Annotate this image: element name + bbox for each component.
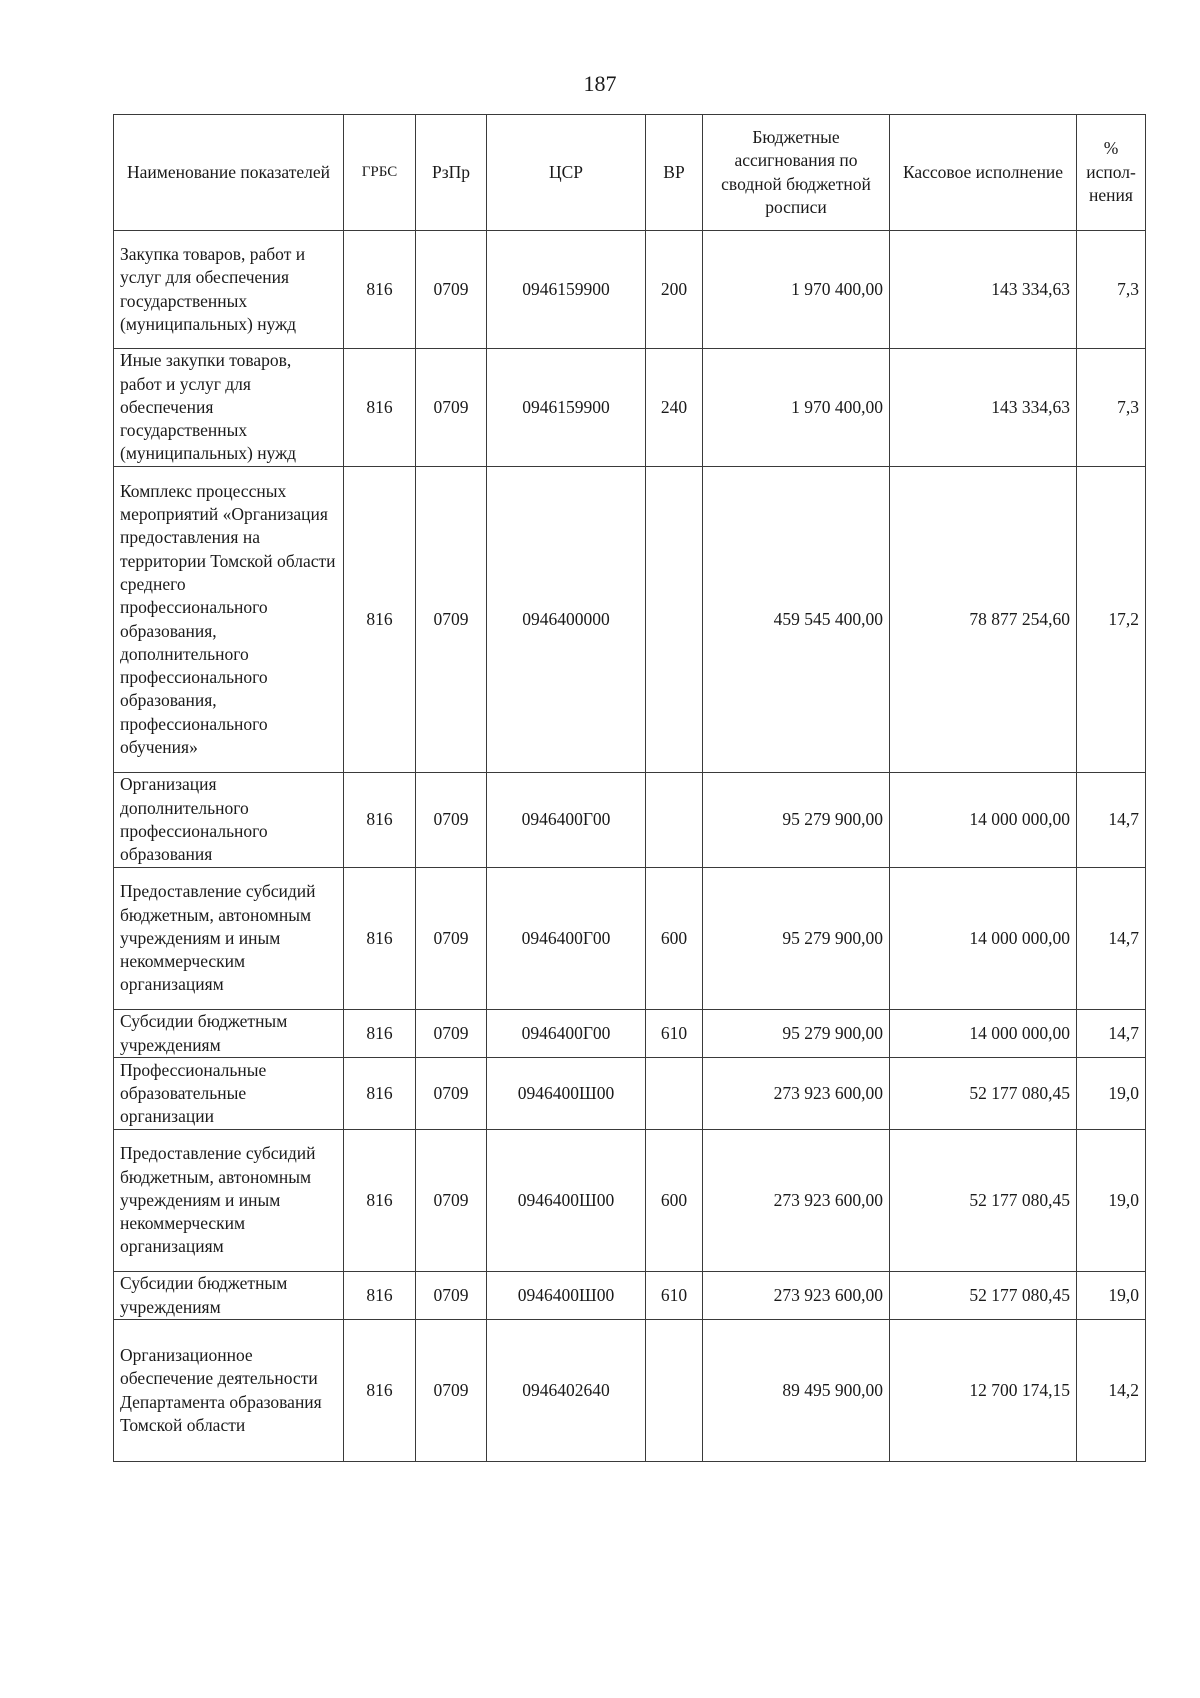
row-grbs: 816 bbox=[344, 1010, 416, 1058]
table-row bbox=[114, 1130, 1146, 1272]
row-csr: 0946400000 bbox=[487, 467, 646, 773]
page-number: 187 bbox=[583, 71, 617, 96]
row-vr bbox=[646, 467, 703, 773]
row-name: Закупка товаров, работ и услуг для обеспечения государственных (муниципальных) нужд bbox=[114, 231, 344, 349]
row-rzpr: 0709 bbox=[416, 773, 487, 868]
row-vr bbox=[646, 773, 703, 868]
table-row bbox=[114, 868, 1146, 1010]
row-grbs: 816 bbox=[344, 1058, 416, 1130]
row-csr: 0946159900 bbox=[487, 349, 646, 467]
header-percent-execution: % испол-нения bbox=[1077, 115, 1146, 231]
row-cash: 12 700 174,15 bbox=[890, 1320, 1077, 1462]
row-assignments: 459 545 400,00 bbox=[703, 467, 890, 773]
row-rzpr: 0709 bbox=[416, 231, 487, 349]
row-percent: 7,3 bbox=[1077, 349, 1146, 467]
row-csr: 0946402640 bbox=[487, 1320, 646, 1462]
row-assignments: 273 923 600,00 bbox=[703, 1272, 890, 1320]
table-row bbox=[114, 231, 1146, 349]
row-vr: 600 bbox=[646, 1130, 703, 1272]
row-vr bbox=[646, 1058, 703, 1130]
row-grbs: 816 bbox=[344, 1320, 416, 1462]
row-rzpr: 0709 bbox=[416, 868, 487, 1010]
row-vr: 610 bbox=[646, 1010, 703, 1058]
row-name: Профессиональные образовательные организации bbox=[114, 1058, 344, 1130]
row-percent: 19,0 bbox=[1077, 1058, 1146, 1130]
table-row bbox=[114, 1320, 1146, 1462]
table-header-row bbox=[114, 115, 1146, 231]
row-name: Организационное обеспечение деятельности Департамента образования Томской области bbox=[114, 1320, 344, 1462]
row-csr: 0946400Г00 bbox=[487, 1010, 646, 1058]
row-rzpr: 0709 bbox=[416, 1058, 487, 1130]
row-name: Иные закупки товаров, работ и услуг для обеспечения государственных (муниципальных) нужд bbox=[114, 349, 344, 467]
header-csr: ЦСР bbox=[487, 115, 646, 231]
row-assignments: 89 495 900,00 bbox=[703, 1320, 890, 1462]
row-csr: 0946400Ш00 bbox=[487, 1130, 646, 1272]
row-vr: 240 bbox=[646, 349, 703, 467]
row-cash: 78 877 254,60 bbox=[890, 467, 1077, 773]
row-rzpr: 0709 bbox=[416, 1010, 487, 1058]
header-grbs: ГРБС bbox=[344, 115, 416, 231]
row-rzpr: 0709 bbox=[416, 1130, 487, 1272]
row-assignments: 1 970 400,00 bbox=[703, 231, 890, 349]
row-csr: 0946400Г00 bbox=[487, 868, 646, 1010]
row-cash: 143 334,63 bbox=[890, 349, 1077, 467]
row-rzpr: 0709 bbox=[416, 349, 487, 467]
row-assignments: 273 923 600,00 bbox=[703, 1058, 890, 1130]
table-row bbox=[114, 773, 1146, 868]
row-rzpr: 0709 bbox=[416, 1320, 487, 1462]
row-name: Субсидии бюджетным учреждениям bbox=[114, 1272, 344, 1320]
row-vr: 600 bbox=[646, 868, 703, 1010]
row-name: Субсидии бюджетным учреждениям bbox=[114, 1010, 344, 1058]
row-grbs: 816 bbox=[344, 868, 416, 1010]
row-percent: 7,3 bbox=[1077, 231, 1146, 349]
table-row bbox=[114, 349, 1146, 467]
header-rzpr: РзПр bbox=[416, 115, 487, 231]
header-budget-assignments: Бюджетные ассигнования по сводной бюджетной росписи bbox=[703, 115, 890, 231]
header-name: Наименование показателей bbox=[114, 115, 344, 231]
row-percent: 14,7 bbox=[1077, 868, 1146, 1010]
row-csr: 0946400Ш00 bbox=[487, 1058, 646, 1130]
row-cash: 14 000 000,00 bbox=[890, 1010, 1077, 1058]
table-row bbox=[114, 1272, 1146, 1320]
header-cash-execution: Кассовое исполнение bbox=[890, 115, 1077, 231]
row-assignments: 1 970 400,00 bbox=[703, 349, 890, 467]
table-row bbox=[114, 1058, 1146, 1130]
row-grbs: 816 bbox=[344, 349, 416, 467]
header-vr: ВР bbox=[646, 115, 703, 231]
row-cash: 14 000 000,00 bbox=[890, 868, 1077, 1010]
row-name: Комплекс процессных мероприятий «Организация предоставления на территории Томской области среднего профессионального образования, дополнительного профессионального образования, профессионального обучения» bbox=[114, 467, 344, 773]
row-name: Организация дополнительного профессионального образования bbox=[114, 773, 344, 868]
row-csr: 0946400Ш00 bbox=[487, 1272, 646, 1320]
row-grbs: 816 bbox=[344, 1272, 416, 1320]
row-cash: 52 177 080,45 bbox=[890, 1272, 1077, 1320]
row-rzpr: 0709 bbox=[416, 467, 487, 773]
row-assignments: 95 279 900,00 bbox=[703, 773, 890, 868]
row-vr bbox=[646, 1320, 703, 1462]
row-cash: 143 334,63 bbox=[890, 231, 1077, 349]
row-percent: 19,0 bbox=[1077, 1272, 1146, 1320]
row-cash: 52 177 080,45 bbox=[890, 1058, 1077, 1130]
budget-table bbox=[113, 114, 1146, 1462]
row-assignments: 273 923 600,00 bbox=[703, 1130, 890, 1272]
row-percent: 14,7 bbox=[1077, 773, 1146, 868]
row-name: Предоставление субсидий бюджетным, автономным учреждениям и иным некоммерческим организациям bbox=[114, 868, 344, 1010]
row-name: Предоставление субсидий бюджетным, автономным учреждениям и иным некоммерческим организациям bbox=[114, 1130, 344, 1272]
row-cash: 14 000 000,00 bbox=[890, 773, 1077, 868]
row-grbs: 816 bbox=[344, 231, 416, 349]
row-percent: 14,2 bbox=[1077, 1320, 1146, 1462]
row-cash: 52 177 080,45 bbox=[890, 1130, 1077, 1272]
row-assignments: 95 279 900,00 bbox=[703, 1010, 890, 1058]
row-percent: 19,0 bbox=[1077, 1130, 1146, 1272]
row-rzpr: 0709 bbox=[416, 1272, 487, 1320]
row-grbs: 816 bbox=[344, 773, 416, 868]
row-grbs: 816 bbox=[344, 467, 416, 773]
row-vr: 610 bbox=[646, 1272, 703, 1320]
row-csr: 0946159900 bbox=[487, 231, 646, 349]
table-row bbox=[114, 467, 1146, 773]
row-percent: 14,7 bbox=[1077, 1010, 1146, 1058]
row-csr: 0946400Г00 bbox=[487, 773, 646, 868]
table-row bbox=[114, 1010, 1146, 1058]
row-percent: 17,2 bbox=[1077, 467, 1146, 773]
row-grbs: 816 bbox=[344, 1130, 416, 1272]
row-assignments: 95 279 900,00 bbox=[703, 868, 890, 1010]
row-vr: 200 bbox=[646, 231, 703, 349]
